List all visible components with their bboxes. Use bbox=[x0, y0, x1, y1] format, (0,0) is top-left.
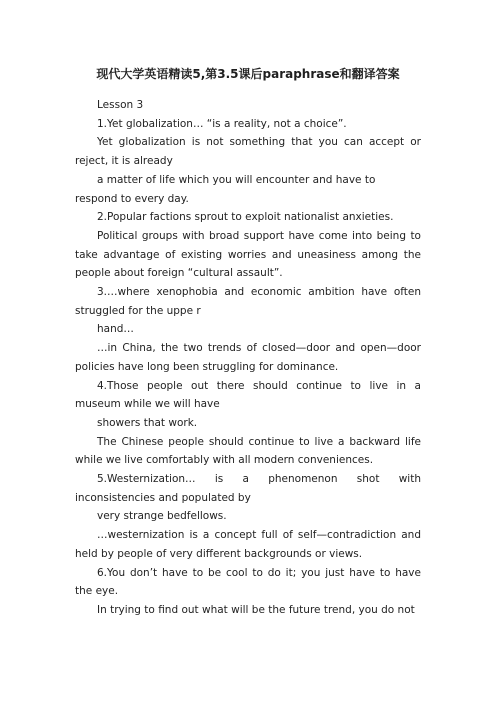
item-1-paraphrase-line-1: Yet globalization is not something that you can accept or reject, it is already bbox=[75, 136, 421, 168]
item-5-paraphrase: …westernization is a concept full of self—contradiction and held by people of very different backgrounds or views. bbox=[75, 529, 421, 560]
item-4-quote-line-2: showers that work. bbox=[97, 416, 198, 429]
item-1-quote: 1.Yet globalization… “is a reality, not a choice”. bbox=[97, 117, 347, 130]
item-2-paraphrase: Political groups with broad support have come into being to take advantage of existing worries and uneasiness among the people about foreign “cultural assault”. bbox=[75, 229, 421, 280]
item-5-quote-line-1: 5.Westernization… is a phenomenon shot with inconsistencies and populated by bbox=[75, 473, 421, 504]
item-6-quote: 6.You don’t have to be cool to do it; you just have to have the eye. bbox=[75, 566, 421, 598]
item-2-quote: 2.Popular factions sprout to exploit nationalist anxieties. bbox=[97, 211, 394, 224]
item-5-quote-line-2: very strange bedfellows. bbox=[97, 510, 227, 523]
item-3-quote-line-2: hand… bbox=[97, 323, 134, 336]
item-1-paraphrase-line-2: a matter of life which you will encounter and have to respond to every day. bbox=[75, 173, 376, 205]
item-3-quote-line-1: 3.…where xenophobia and economic ambition have often struggled for the uppe r bbox=[75, 286, 421, 317]
item-4-quote-line-1: 4.Those people out there should continue to live in a museum while we will have bbox=[75, 379, 421, 411]
document-title: 现代大学英语精读5,第3.5课后paraphrase和翻译答案 bbox=[96, 67, 400, 81]
document-body bbox=[75, 96, 421, 620]
lesson-heading: Lesson 3 bbox=[97, 99, 144, 111]
item-3-paraphrase: …in China, the two trends of closed—door and open—door policies have long been struggling for dominance. bbox=[75, 342, 421, 373]
item-4-paraphrase: The Chinese people should continue to live a backward life while we live comfortably with all modern conveniences. bbox=[75, 435, 421, 467]
item-6-paraphrase-start: In trying to find out what will be the future trend, you do not bbox=[97, 603, 415, 616]
